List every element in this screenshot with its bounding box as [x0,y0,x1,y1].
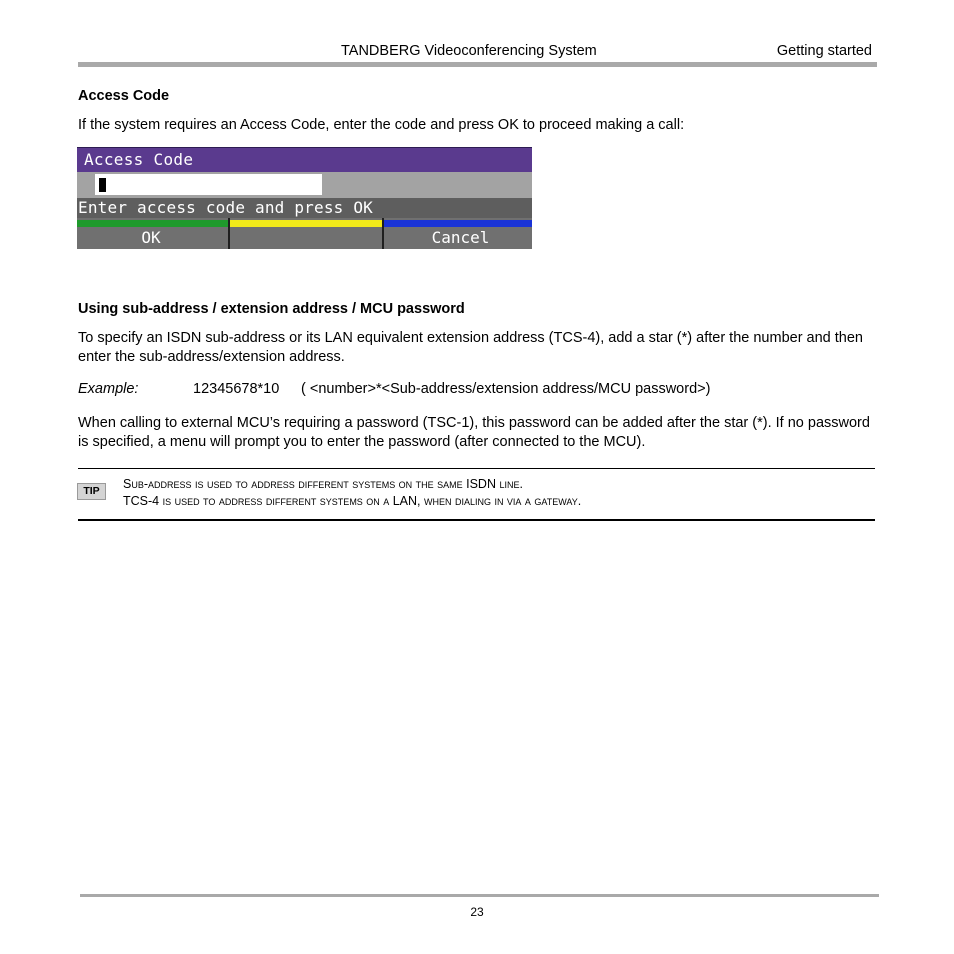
subaddress-heading: Using sub-address / extension address / MCU password [78,301,465,317]
header-title: TANDBERG Videoconferencing System [341,43,597,59]
tip-rule-bottom [78,519,875,521]
access-code-heading: Access Code [78,88,170,104]
ok-button[interactable] [77,218,228,249]
footer-rule [80,894,879,897]
header-rule [78,62,877,67]
example-code: 12345678*10 [193,381,280,397]
middle-softkey[interactable] [230,218,382,249]
ok-label: OK [141,228,161,247]
access-code-input[interactable] [95,174,322,195]
softkey-bar [77,218,532,249]
access-code-screen [77,147,532,249]
screen-title-bar [77,147,532,172]
cancel-label: Cancel [431,228,490,247]
ok-color-bar [77,220,228,227]
tip-line-2: TCS-4 is used to address different systems on a LAN, when dialing in via a gateway. [123,494,582,508]
tip-badge: TIP [77,483,106,500]
subaddress-paragraph-1: To specify an ISDN sub-address or its LAN equivalent extension address (TCS-4), add a star (*) after the number and then enter the sub-address/extension address. [78,330,863,365]
screen-title: Access Code [84,150,194,169]
access-code-intro: If the system requires an Access Code, enter the code and press OK to proceed making a call: [78,117,685,133]
tip-line-1: Sub-address is used to address different systems on the same ISDN line. [123,477,523,491]
header-section: Getting started [776,43,872,59]
middle-color-bar [230,220,382,227]
tip-rule-top [78,468,875,469]
subaddress-paragraph-2: When calling to external MCU’s requiring a password (TSC-1), this password can be added after the star (*). If no password is specified, a menu will prompt you to enter the password (after connected to the MCU). [78,415,870,450]
cancel-color-bar [384,220,532,227]
input-row [77,172,532,198]
cancel-button[interactable] [384,218,532,249]
page-number: 23 [470,905,484,919]
text-caret [99,178,106,192]
prompt-bar [77,198,532,218]
prompt-text: Enter access code and press OK [78,198,373,217]
example-label: Example: [78,381,139,397]
example-description: ( <number>*<Sub-address/extension address/MCU password>) [301,381,711,397]
